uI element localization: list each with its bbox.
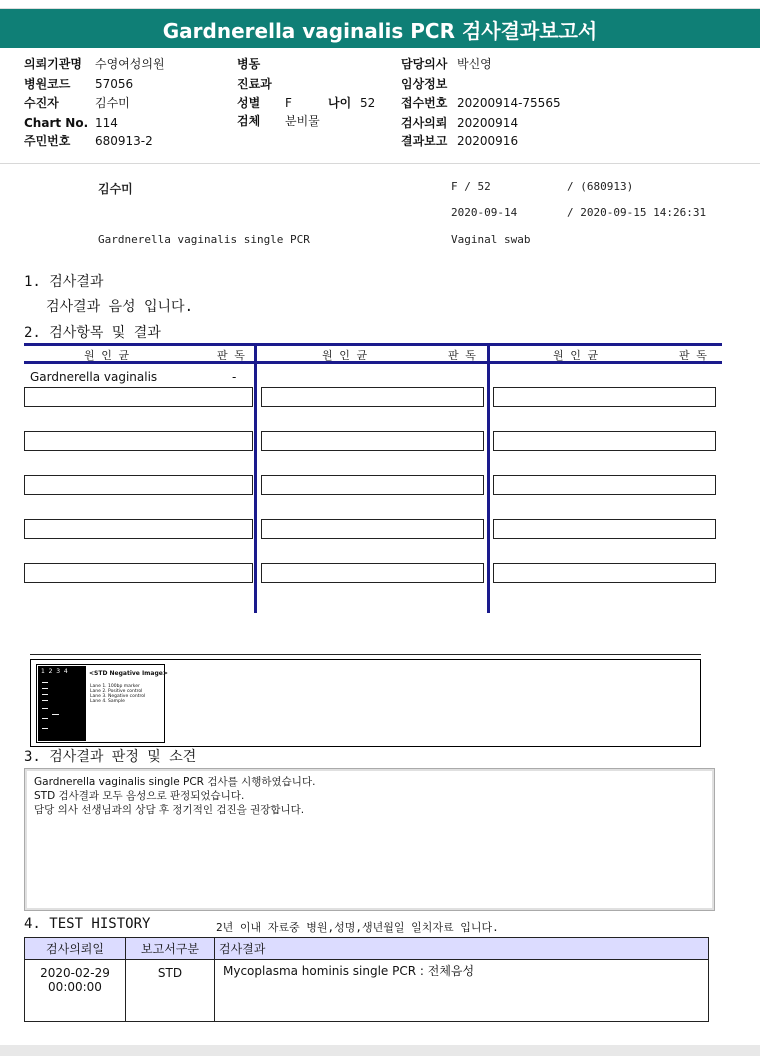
sex-label: 성별 bbox=[237, 96, 261, 110]
patient-name: 김수미 bbox=[98, 182, 133, 196]
report-title: Gardnerella vaginalis PCR 검사결과보고서 bbox=[162, 19, 598, 43]
empty-cell bbox=[261, 519, 484, 539]
gel-photo bbox=[38, 666, 86, 741]
gel-band bbox=[42, 682, 48, 683]
gel-legend-line: Lane 4. Sample bbox=[90, 699, 125, 704]
specimen-label: 검체 bbox=[237, 114, 261, 128]
gel-lanes: 1 2 3 4 bbox=[41, 668, 68, 675]
history-date: 2020-02-29 bbox=[40, 966, 110, 980]
age-value: 52 bbox=[360, 96, 376, 110]
col-pathogen-2: 원 인 균 bbox=[322, 349, 368, 362]
patient-test-name: Gardnerella vaginalis single PCR bbox=[98, 233, 310, 246]
sex-value: F bbox=[285, 96, 292, 110]
section1-result: 검사결과 음성 입니다. bbox=[46, 299, 194, 315]
opinion-line-3: 담당 의사 선생님과의 상담 후 정기적인 검진을 권장합니다. bbox=[34, 804, 305, 816]
col-pathogen-3: 원 인 균 bbox=[553, 349, 599, 362]
empty-cell bbox=[24, 387, 253, 407]
history-col-date: 검사의뢰일 bbox=[25, 938, 126, 960]
opinion-line-2: STD 검사결과 모두 음성으로 판정되었습니다. bbox=[34, 790, 245, 802]
row-pathogen: Gardnerella vaginalis bbox=[30, 370, 158, 384]
gel-band bbox=[42, 694, 48, 695]
empty-cell bbox=[24, 431, 253, 451]
history-time: 00:00:00 bbox=[48, 980, 102, 994]
history-col-type: 보고서구분 bbox=[126, 938, 215, 960]
report-label: 결과보고 bbox=[401, 134, 448, 148]
chart-value: 114 bbox=[95, 116, 118, 130]
patient-sex-age: F / 52 bbox=[451, 180, 491, 193]
department-label: 진료과 bbox=[237, 77, 272, 91]
patient-specimen: Vaginal swab bbox=[451, 233, 531, 246]
empty-cell bbox=[493, 475, 716, 495]
specimen-value: 분비물 bbox=[285, 114, 320, 128]
gel-band bbox=[52, 714, 59, 715]
section4-title: 4. TEST HISTORY bbox=[24, 916, 151, 932]
col-judgement-3: 판 독 bbox=[679, 349, 707, 362]
receipt-value: 20200914-75565 bbox=[457, 96, 561, 110]
empty-cell bbox=[24, 475, 253, 495]
resident-value: 680913-2 bbox=[95, 134, 153, 148]
receipt-label: 접수번호 bbox=[401, 96, 448, 110]
history-result: Mycoplasma hominis single PCR : 전체음성 bbox=[215, 960, 709, 1022]
request-value: 20200914 bbox=[457, 116, 519, 130]
table-row bbox=[25, 960, 709, 1022]
empty-cell bbox=[261, 475, 484, 495]
empty-cell bbox=[261, 563, 484, 583]
empty-cell bbox=[24, 563, 253, 583]
chart-label: Chart No. bbox=[24, 116, 89, 130]
history-col-result: 검사결과 bbox=[215, 938, 709, 960]
col-judgement-1: 판 독 bbox=[217, 349, 245, 362]
col-pathogen-1: 원 인 균 bbox=[84, 349, 130, 362]
history-type: STD bbox=[126, 960, 215, 1022]
request-label: 검사의뢰 bbox=[401, 116, 448, 130]
patient-date-report: / 2020-09-15 14:26:31 bbox=[567, 206, 707, 219]
patient-date-request: 2020-09-14 bbox=[451, 206, 518, 219]
section2-title: 2. 검사항목 및 결과 bbox=[24, 325, 161, 341]
doctor-value: 박신영 bbox=[457, 57, 492, 71]
opinion-line-1: Gardnerella vaginalis single PCR 검사를 시행하였습니다. bbox=[34, 776, 316, 788]
patient-value: 김수미 bbox=[95, 96, 130, 110]
institution-label: 의뢰기관명 bbox=[24, 57, 82, 71]
gel-legend bbox=[90, 684, 145, 704]
empty-cell bbox=[493, 519, 716, 539]
empty-cell bbox=[24, 519, 253, 539]
clinical-label: 임상정보 bbox=[401, 77, 448, 91]
gel-band bbox=[42, 700, 48, 701]
ward-label: 병동 bbox=[237, 57, 261, 71]
doctor-label: 담당의사 bbox=[401, 57, 448, 71]
section3-title: 3. 검사결과 판정 및 소견 bbox=[24, 749, 197, 765]
gel-legend-title: <STD Negative Image> bbox=[89, 670, 168, 677]
empty-cell bbox=[261, 387, 484, 407]
gel-band bbox=[42, 728, 48, 729]
hospital-code-label: 병원코드 bbox=[24, 77, 71, 91]
patient-label: 수진자 bbox=[24, 96, 59, 110]
patient-id: / (680913) bbox=[567, 180, 634, 193]
section1-title: 1. 검사결과 bbox=[24, 274, 104, 290]
table-divider-1 bbox=[254, 343, 257, 613]
row-judgement: - bbox=[232, 370, 237, 384]
gel-band bbox=[42, 688, 48, 689]
empty-cell bbox=[493, 563, 716, 583]
footer-bar bbox=[0, 1045, 760, 1056]
gel-legend-line: Lane 3. Negative control bbox=[90, 694, 146, 699]
history-note: 2년 이내 자료중 병원,성명,생년월일 일치자료 입니다. bbox=[216, 921, 499, 934]
institution-value: 수영여성의원 bbox=[95, 57, 165, 71]
table-top-rule bbox=[24, 343, 722, 346]
empty-cell bbox=[261, 431, 484, 451]
age-label: 나이 bbox=[328, 96, 352, 110]
gel-legend-line: Lane 2. Positive control bbox=[90, 689, 143, 694]
table-divider-2 bbox=[487, 343, 490, 613]
gel-legend-line: Lane 1. 100bp marker bbox=[90, 684, 140, 689]
separator bbox=[0, 163, 760, 164]
gel-band bbox=[42, 718, 48, 719]
empty-cell bbox=[493, 431, 716, 451]
empty-cell bbox=[493, 387, 716, 407]
gel-band bbox=[42, 708, 48, 709]
report-value: 20200916 bbox=[457, 134, 519, 148]
history-header-row bbox=[25, 938, 709, 960]
resident-label: 주민번호 bbox=[24, 134, 71, 148]
hospital-code-value: 57056 bbox=[95, 77, 134, 91]
col-judgement-2: 판 독 bbox=[448, 349, 476, 362]
gel-image bbox=[36, 664, 168, 743]
history-table bbox=[24, 937, 709, 1022]
image-top-rule bbox=[30, 654, 701, 655]
history-date-cell bbox=[25, 960, 126, 1022]
